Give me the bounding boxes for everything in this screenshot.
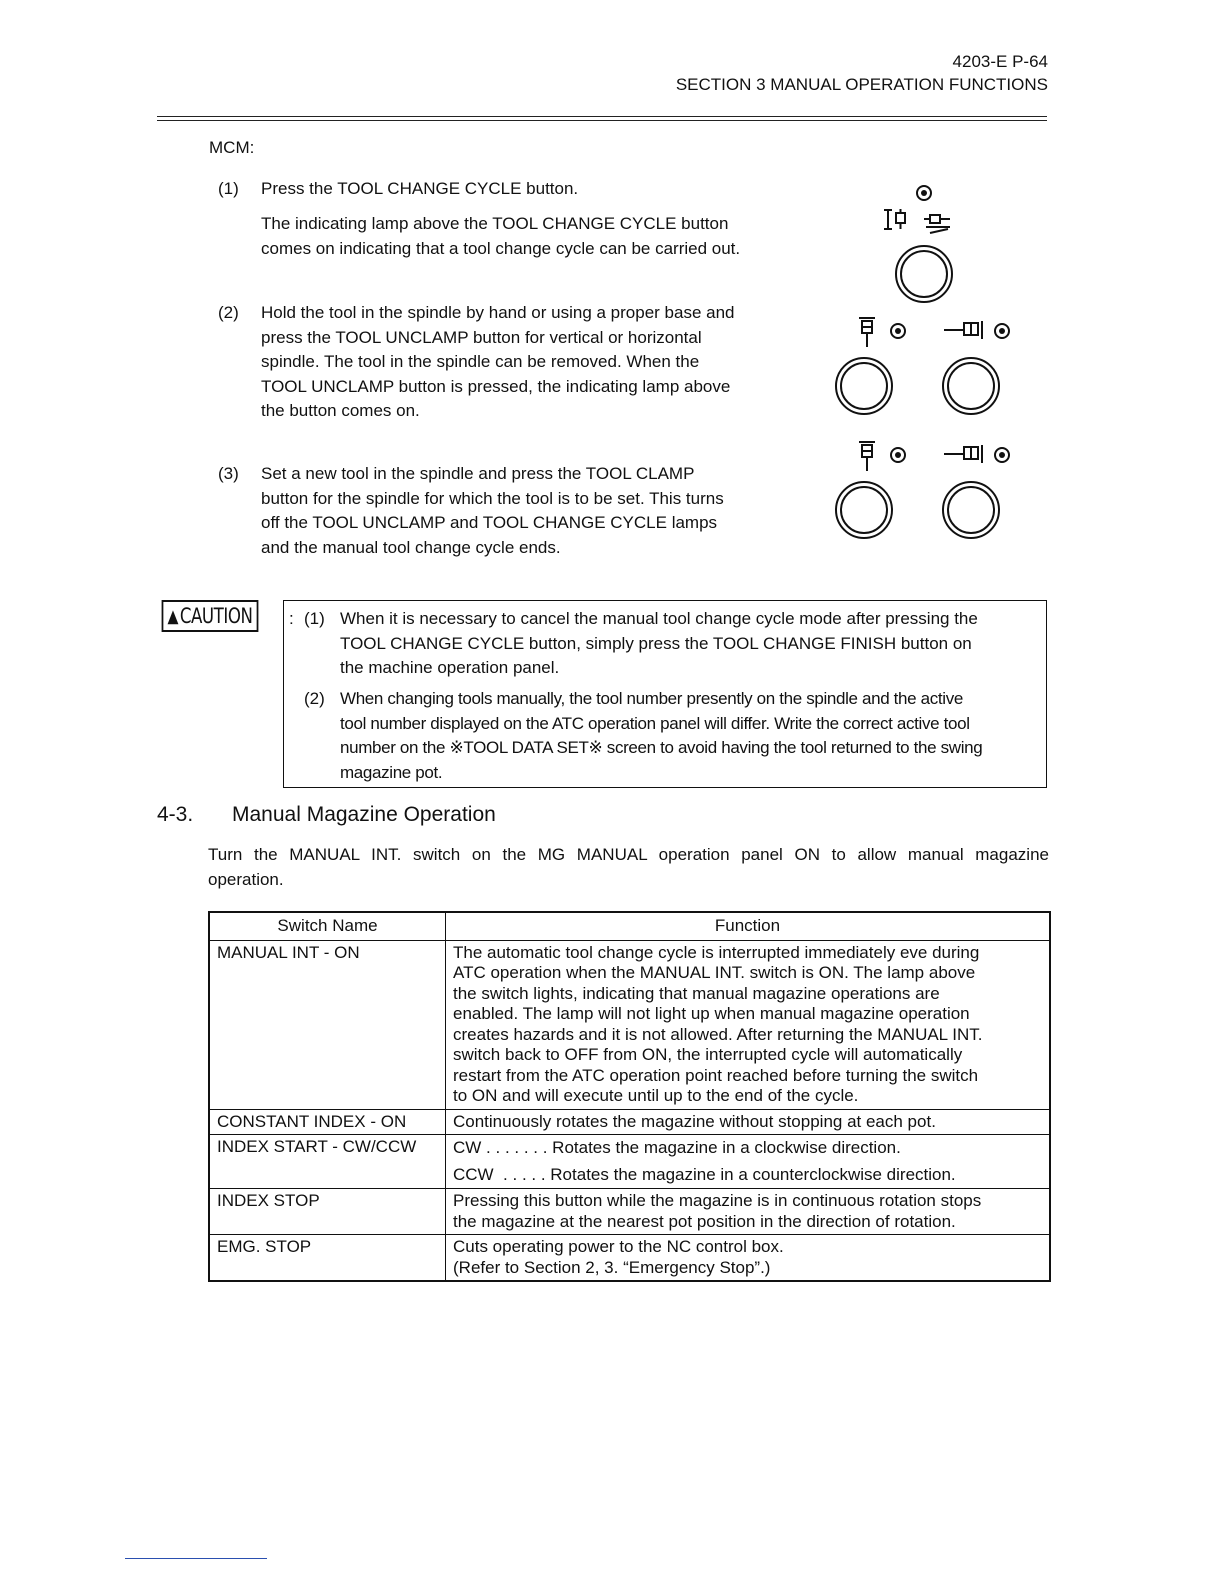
doc-page-number: 4203-E P-64 [952,52,1048,71]
direction-desc: Rotates the magazine in a clockwise direction. [552,1138,901,1157]
function-cell [446,940,1051,1109]
function-line: enabled. The lamp will not light up when manual magazine operation [453,1004,970,1023]
footnote-rule [125,1558,267,1559]
step-text [261,462,724,560]
column-header-function: Function [446,912,1051,940]
step-line: TOOL UNCLAMP button is pressed, the indicating lamp above [261,376,731,396]
direction-key: CW . . . . . . . [453,1138,553,1157]
horizontal-clamp-button-icon [942,481,1000,539]
intro-line: Turn the MANUAL INT. switch on the MG MANUAL operation panel ON to allow manual magazine [208,845,1049,864]
column-header-switch-name: Switch Name [209,912,446,940]
table-row [209,1135,1050,1189]
direction-key: CCW . . . . . [453,1164,551,1184]
function-subitem [453,1138,1042,1159]
caution-label [162,600,259,632]
switch-name-cell: CONSTANT INDEX - ON [209,1109,446,1135]
caution-note-box [283,600,1047,788]
section-number: 4-3. [157,803,194,826]
function-line: (Refer to Section 2, 3. “Emergency Stop”.) [453,1257,771,1277]
step-number: (3) [218,464,239,483]
step-line: The indicating lamp above the TOOL CHANGE CYCLE button [261,214,729,233]
function-cell [446,1109,1051,1135]
caution-item-number: (1) [304,609,325,628]
function-line: Continuously rotates the magazine without stopping at each pot. [453,1111,936,1131]
tool-change-cycle-lamp-icon [916,185,932,201]
function-line: the magazine at the nearest pot position in the direction of rotation. [453,1211,956,1231]
table-header-row [209,912,1050,940]
step-line: comes on indicating that a tool change cycle can be carried out. [261,238,741,258]
step-text [261,177,578,202]
function-cell [446,1235,1051,1282]
step-line: the button comes on. [261,401,420,420]
operation-panel-illustration [820,175,1030,565]
vertical-unclamp-button-icon [835,357,893,415]
tool-change-cycle-button-icon [895,245,953,303]
function-cell [446,1189,1051,1235]
table-row [209,940,1050,1109]
intro-line: operation. [208,869,284,889]
caution-line: the machine operation panel. [340,658,560,677]
caution-text: CAUTION [179,604,253,628]
horizontal-spindle-icon [942,443,990,465]
tool-change-cycle-icon [882,207,962,237]
table-row [209,1189,1050,1235]
step-line: press the TOOL UNCLAMP button for vertical or horizontal [261,327,702,347]
section-header: SECTION 3 MANUAL OPERATION FUNCTIONS [675,75,1048,94]
step-text [261,212,740,261]
vertical-unclamp-lamp-icon [890,323,906,339]
caution-colon: : [289,609,294,628]
section-title: Manual Magazine Operation [232,803,496,826]
function-line: creates hazards and it is not allowed. After returning the MANUAL INT. [453,1024,983,1044]
function-line: Pressing this button while the magazine is in continuous rotation stops [453,1191,982,1210]
warning-triangle-icon: ▲ [167,605,179,627]
caution-line: tool number displayed on the ATC operation panel will differ. Write the correct active tool [340,713,970,733]
step-text [261,301,735,424]
function-line: ATC operation when the MANUAL INT. switch is ON. The lamp above [453,963,976,982]
function-line: switch back to OFF from ON, the interrupted cycle will automatically [453,1045,963,1064]
function-line: to ON and will execute until up to the end of the cycle. [453,1086,859,1105]
switch-name-cell: INDEX STOP [209,1189,446,1235]
caution-line: magazine pot. [340,762,443,782]
vertical-spindle-icon [856,439,878,473]
caution-item-text [340,607,1048,681]
step-line: spindle. The tool in the spindle can be removed. When the [261,352,700,371]
vertical-clamp-button-icon [835,481,893,539]
switch-name-cell: MANUAL INT - ON [209,940,446,1109]
function-cell [446,1135,1051,1189]
function-line: The automatic tool change cycle is interrupted immediately eve during [453,942,980,962]
header-rule-2 [157,120,1047,121]
horizontal-spindle-icon [942,319,990,341]
step-line: Set a new tool in the spindle and press the TOOL CLAMP [261,464,695,483]
horizontal-unclamp-button-icon [942,357,1000,415]
caution-line: number on the ※TOOL DATA SET※ screen to avoid having the tool returned to the swing [340,738,983,757]
step-line: button for the spindle for which the tool is to be set. This turns [261,488,724,508]
vertical-clamp-lamp-icon [890,447,906,463]
step-number: (1) [218,179,239,198]
caution-line: When changing tools manually, the tool number presently on the spindle and the active [340,689,963,708]
section-intro [208,843,1049,892]
vertical-spindle-icon [856,315,878,349]
function-line: restart from the ATC operation point reached before turning the switch [453,1065,979,1085]
function-line: Cuts operating power to the NC control box. [453,1237,784,1256]
function-subitem [453,1165,1042,1186]
switch-name-cell: INDEX START - CW/CCW [209,1135,446,1189]
horizontal-unclamp-lamp-icon [994,323,1010,339]
mcm-label: MCM: [209,138,255,157]
step-line: off the TOOL UNCLAMP and TOOL CHANGE CYCLE lamps [261,513,718,532]
switch-name-cell: EMG. STOP [209,1235,446,1282]
table-row [209,1109,1050,1135]
header-rule [157,116,1047,117]
step-line: Press the TOOL CHANGE CYCLE button. [261,179,579,198]
table-row [209,1235,1050,1282]
step-line: and the manual tool change cycle ends. [261,537,561,557]
horizontal-clamp-lamp-icon [994,447,1010,463]
step-line: Hold the tool in the spindle by hand or using a proper base and [261,303,735,322]
function-line: the switch lights, indicating that manual magazine operations are [453,983,940,1003]
step-number: (2) [218,303,239,322]
caution-line: TOOL CHANGE CYCLE button, simply press the TOOL CHANGE FINISH button on [340,633,972,653]
caution-line: When it is necessary to cancel the manual tool change cycle mode after pressing the [340,609,978,628]
caution-item-number: (2) [304,689,325,708]
switch-function-table [208,911,1051,1282]
caution-item-text [340,687,1048,785]
direction-desc: Rotates the magazine in a counterclockwise direction. [550,1164,956,1184]
